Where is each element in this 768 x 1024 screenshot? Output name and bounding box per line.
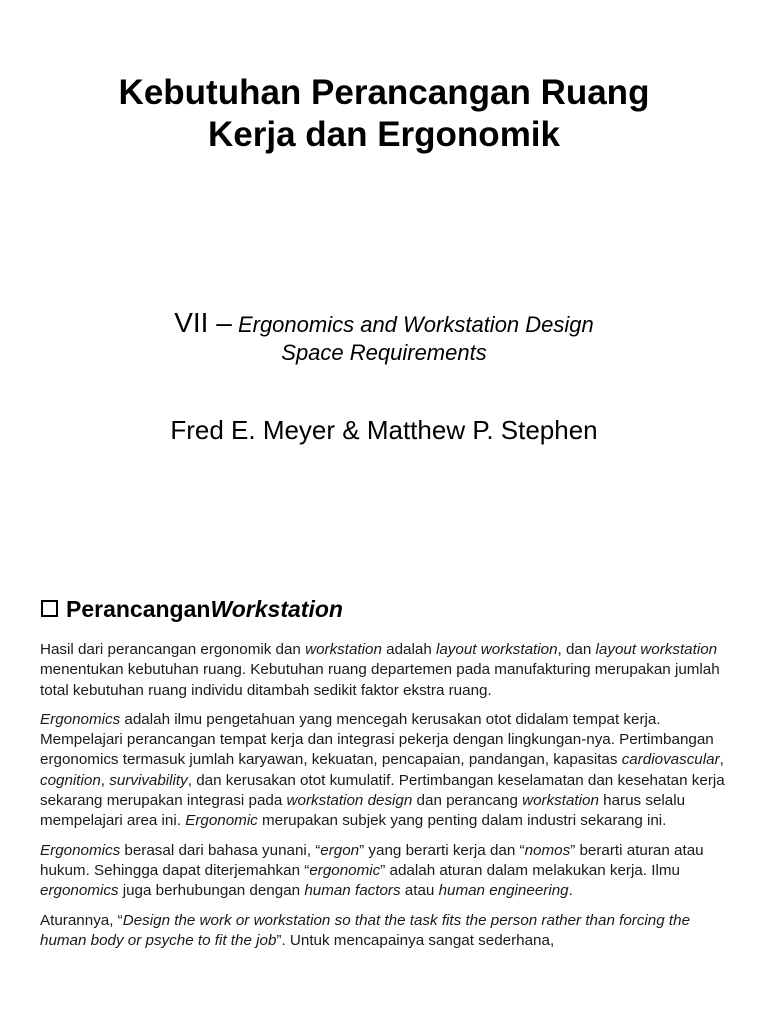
text-run: juga berhubungan dengan bbox=[118, 882, 305, 900]
paragraph-4 bbox=[40, 911, 730, 952]
checkbox-bullet-icon bbox=[41, 600, 58, 617]
text-run: menentukan kebutuhan ruang. Kebutuhan ruang departemen pada manufakturing merupakan jumlah total kebutuhan ruang individu ditambah sedikit faktor ekstra ruang. bbox=[40, 661, 720, 699]
text-run: adalah bbox=[381, 641, 436, 658]
text-run: merupakan subjek yang penting dalam industri sekarang ini. bbox=[257, 812, 667, 830]
text-run: ” yang berarti kerja dan “ bbox=[359, 841, 525, 859]
text-run: Aturannya, “ bbox=[40, 911, 123, 929]
section-heading-label: Perancangan bbox=[66, 596, 211, 622]
text-run: Design the work or workstation so that the task fits the person rather than forcing the human body or psyche to fit the job bbox=[40, 911, 691, 949]
chapter-number: VII – bbox=[174, 307, 232, 338]
text-run: ergonomics bbox=[40, 882, 119, 900]
text-run: ergon bbox=[320, 841, 360, 859]
text-run: , bbox=[719, 751, 724, 769]
title-line-2: Kerja dan Ergonomik bbox=[207, 115, 561, 154]
text-run: Ergonomics bbox=[40, 841, 121, 859]
text-run: . bbox=[568, 882, 573, 900]
paragraph-1 bbox=[40, 640, 730, 701]
text-run: ” berarti aturan atau hukum. Sehingga dapat diterjemahkan “ bbox=[40, 841, 704, 879]
text-run: , bbox=[100, 771, 110, 789]
text-run: workstation bbox=[522, 792, 599, 810]
text-run: human engineering bbox=[438, 882, 569, 900]
text-run: ergonomic bbox=[309, 861, 381, 879]
paragraph-2 bbox=[40, 710, 730, 832]
text-run: Ergonomics bbox=[40, 710, 121, 728]
body-text bbox=[40, 640, 730, 960]
authors: Fred E. Meyer & Matthew P. Stephen bbox=[170, 415, 598, 445]
paragraph-3 bbox=[40, 841, 730, 902]
text-run: survivability bbox=[109, 771, 188, 789]
text-run: human factors bbox=[304, 882, 401, 900]
text-run: , dan bbox=[557, 641, 596, 658]
text-run: atau bbox=[400, 882, 439, 900]
text-run: ” adalah aturan dalam melakukan kerja. Ilmu bbox=[380, 861, 680, 879]
text-run: workstation design bbox=[286, 792, 413, 810]
text-run: adalah ilmu pengetahuan yang mencegah kerusakan otot didalam tempat kerja. Mempelajari perancangan tempat kerja dan integrasi pekerja dengan lingkungan-nya. Pertimbangan ergonomics termasuk jumlah karyawan, kekuatan, pencapaian, pandangan, kapasitas bbox=[40, 710, 714, 769]
section-heading-label-italic: Workstation bbox=[210, 596, 343, 622]
text-run: berasal dari bahasa yunani, “ bbox=[120, 841, 321, 859]
page-title bbox=[0, 72, 768, 156]
text-run: , dan kerusakan otot kumulatif. Pertimbangan keselamatan dan kesehatan kerja sekarang merupakan integrasi pada bbox=[40, 771, 725, 810]
subtitle-line-2: Space Requirements bbox=[281, 340, 487, 365]
text-run: nomos bbox=[524, 841, 571, 859]
section-heading bbox=[41, 594, 343, 624]
text-run: cognition bbox=[40, 771, 101, 789]
text-run: harus selalu mempelajari area ini. bbox=[40, 792, 686, 830]
text-run: cardiovascular bbox=[621, 751, 720, 769]
text-run: Ergonomic bbox=[185, 812, 258, 830]
text-run: layout workstation bbox=[595, 641, 718, 658]
title-line-1: Kebutuhan Perancangan Ruang bbox=[118, 73, 650, 112]
text-run: ”. Untuk mencapainya sangat sederhana, bbox=[276, 931, 555, 949]
text-run: layout workstation bbox=[435, 641, 558, 658]
subtitle-line-1: Ergonomics and Workstation Design bbox=[237, 312, 594, 337]
text-run: workstation bbox=[305, 641, 382, 658]
chapter-subtitle bbox=[0, 309, 768, 367]
text-run: Hasil dari perancangan ergonomik dan bbox=[40, 641, 306, 658]
text-run: dan perancang bbox=[412, 792, 523, 810]
